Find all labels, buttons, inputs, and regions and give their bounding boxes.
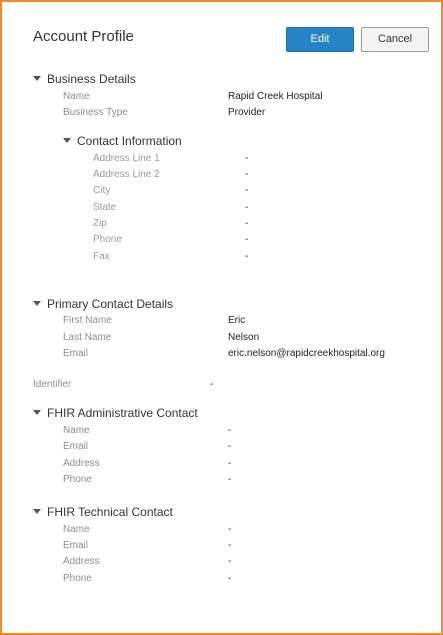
field-value: -	[245, 202, 249, 213]
cancel-button[interactable]: Cancel	[361, 27, 429, 52]
identifier-label: Identifier	[33, 379, 72, 390]
section-toggle-business-details[interactable]	[33, 72, 136, 86]
field-label: Zip	[93, 218, 107, 229]
field-value: -	[228, 524, 232, 535]
section-toggle-primary-contact[interactable]	[33, 297, 173, 311]
caret-down-icon	[63, 138, 71, 143]
caret-down-icon	[33, 509, 41, 514]
section-title: Business Details	[47, 72, 136, 86]
field-label: Address	[63, 458, 100, 469]
field-value: Rapid Creek Hospital	[228, 91, 323, 102]
field-label: State	[93, 202, 117, 213]
field-label: Phone	[63, 573, 92, 584]
field-label: Address Line 1	[93, 153, 160, 164]
section-title: Primary Contact Details	[47, 297, 174, 311]
field-value: Eric	[228, 315, 246, 326]
field-label: Name	[63, 524, 90, 535]
field-value: -	[245, 185, 249, 196]
field-value: -	[228, 474, 232, 485]
field-value: -	[245, 251, 249, 262]
field-label: City	[93, 185, 111, 196]
field-value: -	[228, 425, 232, 436]
field-value: -	[245, 218, 249, 229]
edit-button[interactable]: Edit	[286, 27, 354, 52]
field-label: Phone	[93, 234, 122, 245]
field-label: Last Name	[63, 332, 112, 343]
section-toggle-fhir-tech[interactable]	[33, 505, 173, 519]
field-label: Business Type	[63, 107, 128, 118]
identifier-value: -	[210, 379, 214, 390]
section-title: FHIR Administrative Contact	[47, 406, 198, 420]
section-toggle-contact-information[interactable]	[63, 134, 182, 148]
field-value: Nelson	[228, 332, 260, 343]
field-value: -	[228, 540, 232, 551]
field-label: Email	[63, 348, 89, 359]
field-value: -	[245, 234, 249, 245]
field-label: Name	[63, 425, 90, 436]
field-value: -	[228, 458, 232, 469]
caret-down-icon	[33, 410, 41, 415]
field-label: Email	[63, 540, 89, 551]
field-label: Address	[63, 556, 100, 567]
field-label: First Name	[63, 315, 112, 326]
field-label: Address Line 2	[93, 169, 160, 180]
field-value: -	[245, 169, 249, 180]
field-value: eric.nelson@rapidcreekhospital.org	[228, 348, 385, 359]
field-value: -	[228, 441, 232, 452]
page-title: Account Profile	[33, 28, 134, 45]
caret-down-icon	[33, 301, 41, 306]
section-title: FHIR Technical Contact	[47, 505, 173, 519]
field-value: -	[228, 573, 232, 584]
field-label: Phone	[63, 474, 92, 485]
field-value: -	[245, 153, 249, 164]
section-title: Contact Information	[77, 134, 182, 148]
field-value: -	[228, 556, 232, 567]
field-label: Name	[63, 91, 90, 102]
field-label: Email	[63, 441, 89, 452]
caret-down-icon	[33, 76, 41, 81]
field-value: Provider	[228, 107, 266, 118]
section-toggle-fhir-admin[interactable]	[33, 406, 198, 420]
field-label: Fax	[93, 251, 110, 262]
